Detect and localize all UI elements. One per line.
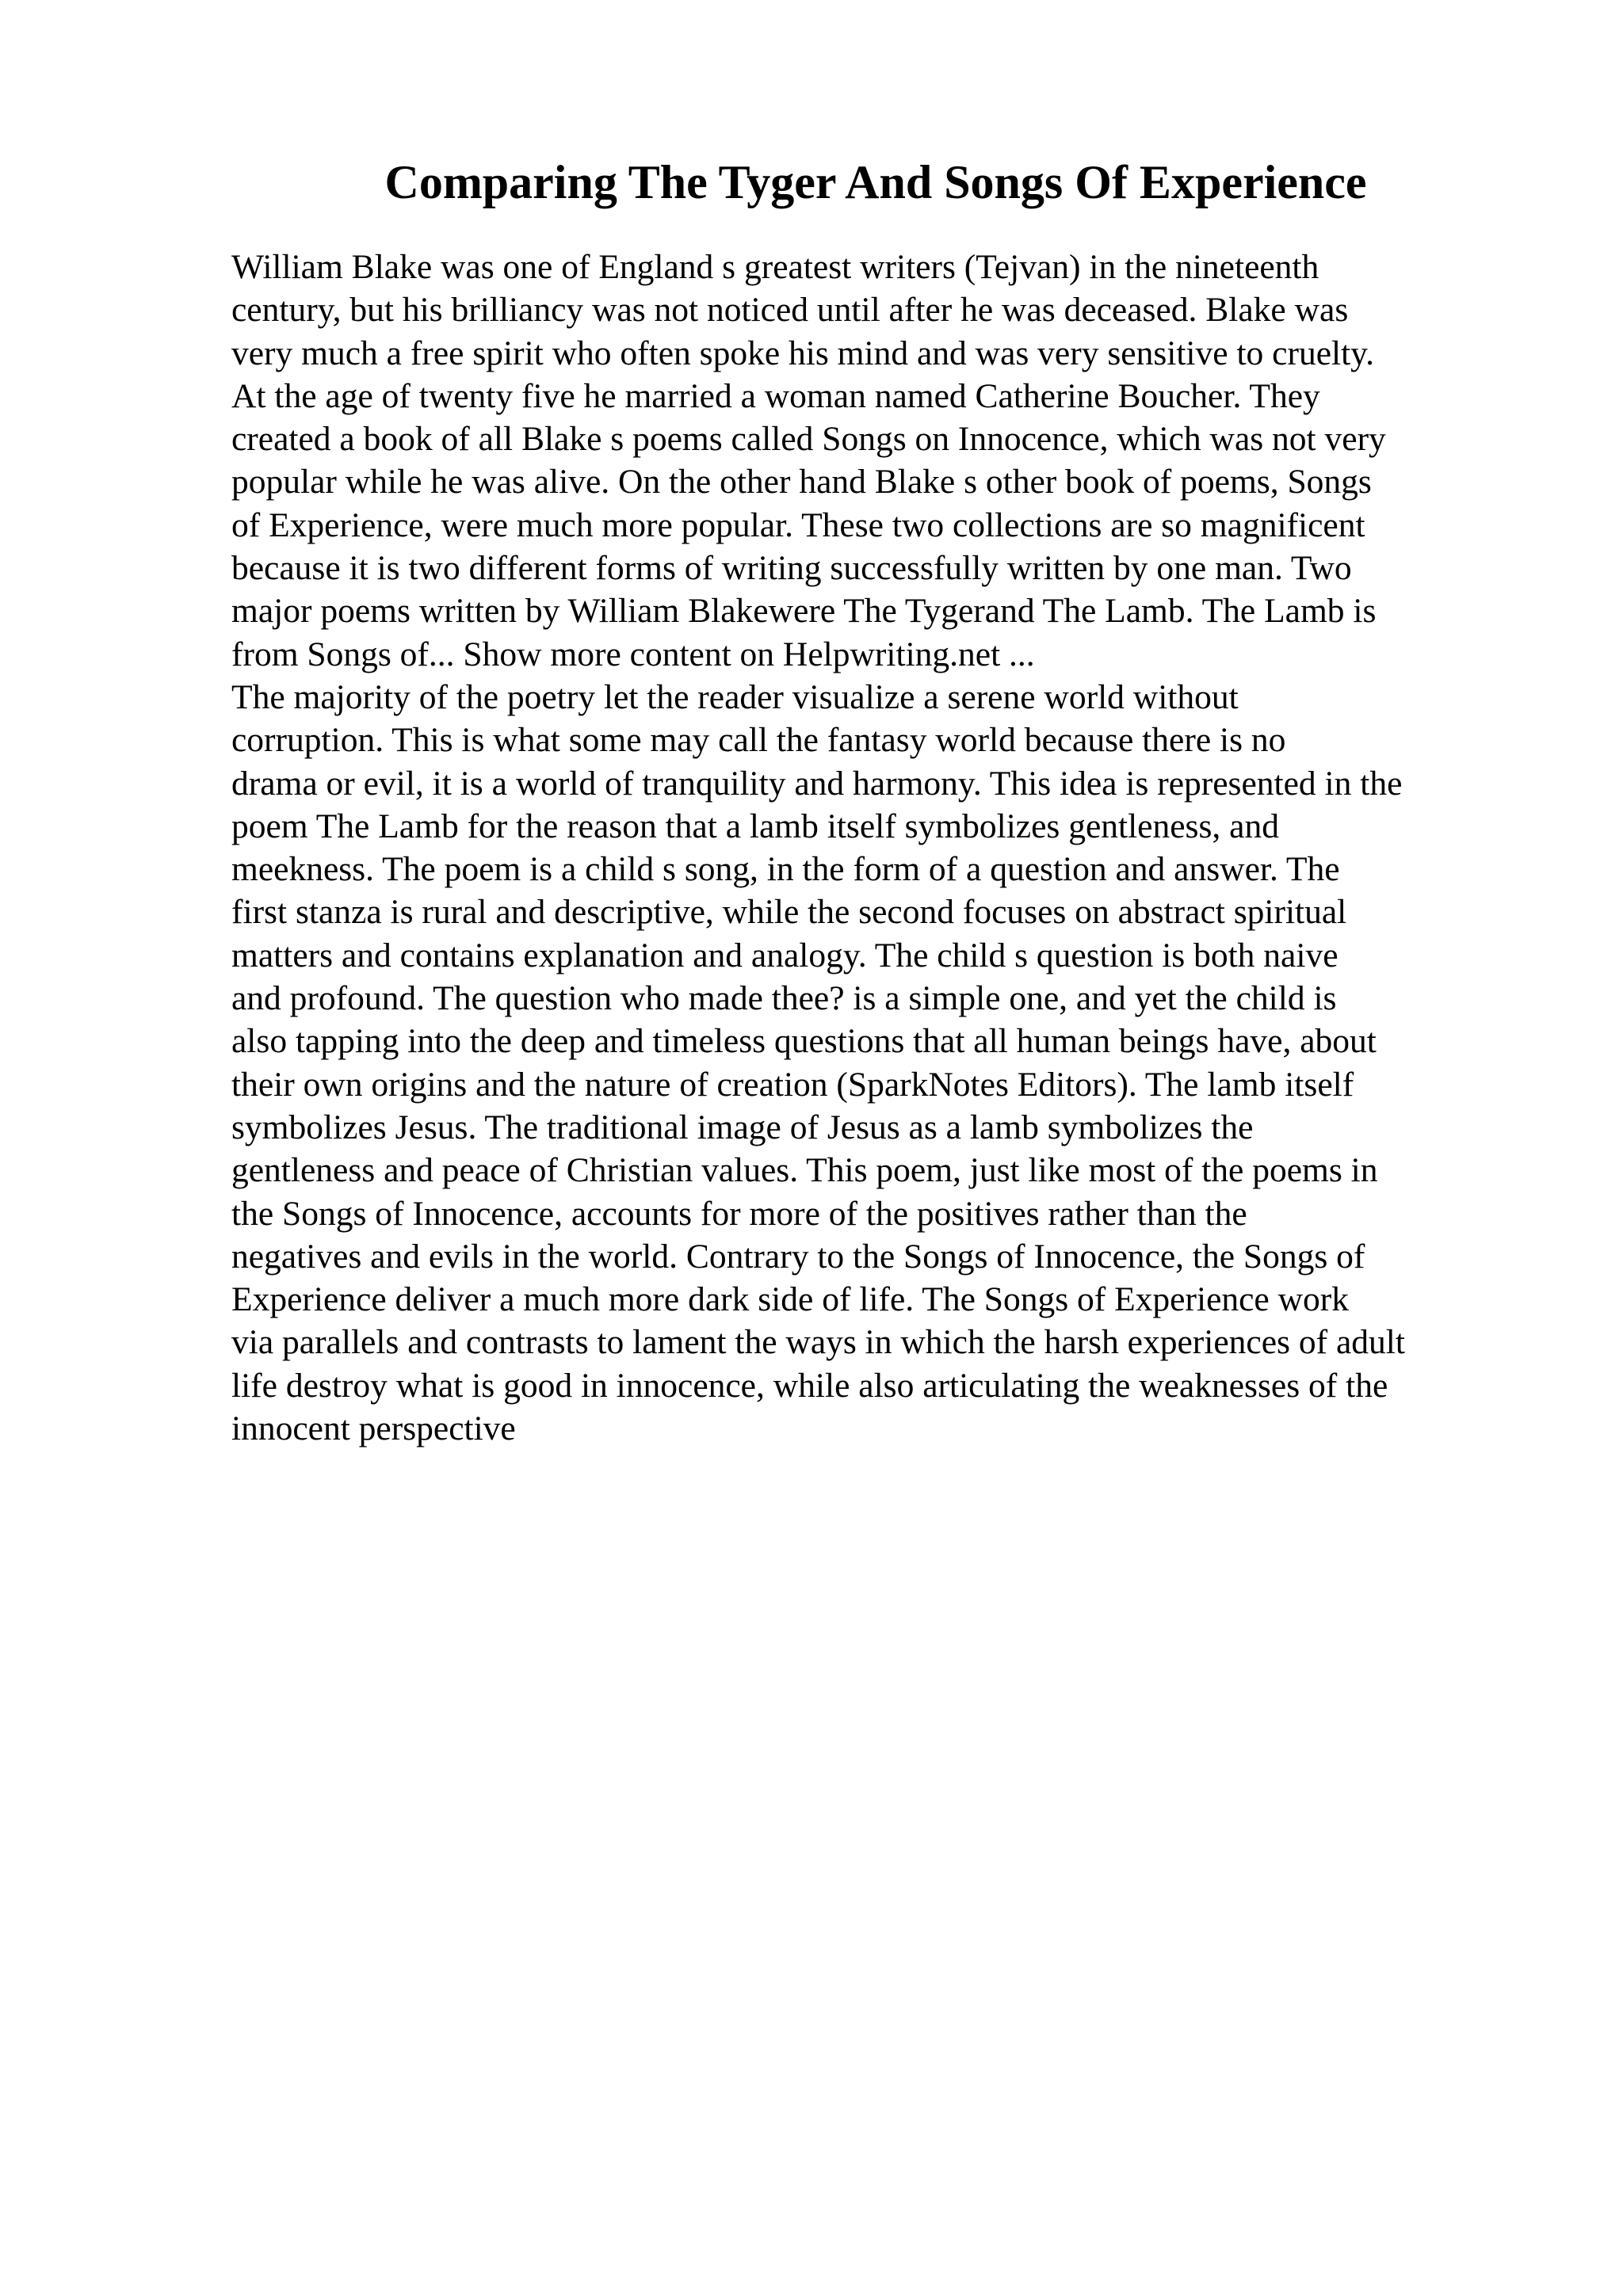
- text-line: century, but his brilliancy was not noticed until after he was deceased. Blake was: [231, 291, 1349, 330]
- text-line: first stanza is rural and descriptive, while the second focuses on abstract spiritual: [231, 893, 1347, 932]
- text-line: major poems written by William Blakewere The Tygerand The Lamb. The Lamb is: [231, 592, 1377, 631]
- text-line: their own origins and the nature of creation (SparkNotes Editors). The lamb itself: [231, 1065, 1354, 1104]
- document-title: Comparing The Tyger And Songs Of Experience: [384, 156, 1367, 208]
- text-line: At the age of twenty five he married a woman named Catherine Boucher. They: [231, 376, 1320, 415]
- text-line: drama or evil, it is a world of tranquility and harmony. This idea is represented in the: [231, 764, 1403, 803]
- text-line: matters and contains explanation and analogy. The child s question is both naive: [231, 936, 1338, 974]
- text-line: from Songs of... Show more content on Helpwriting.net ...: [231, 635, 1035, 673]
- text-line: negatives and evils in the world. Contrary to the Songs of Innocence, the Songs of: [231, 1237, 1365, 1276]
- text-line: gentleness and peace of Christian values. This poem, just like most of the poems in: [231, 1151, 1378, 1190]
- text-line: symbolizes Jesus. The traditional image of Jesus as a lamb symbolizes the: [231, 1108, 1254, 1146]
- text-line: poem The Lamb for the reason that a lamb itself symbolizes gentleness, and: [231, 807, 1279, 845]
- text-line: and profound. The question who made thee? is a simple one, and yet the child is: [231, 979, 1337, 1018]
- text-line: the Songs of Innocence, accounts for more of the positives rather than the: [231, 1194, 1247, 1233]
- text-line: The majority of the poetry let the reader visualize a serene world without: [231, 677, 1239, 716]
- text-line: Experience deliver a much more dark side of life. The Songs of Experience work: [231, 1280, 1350, 1319]
- paragraph-2: [231, 676, 1594, 1450]
- text-line: life destroy what is good in innocence, while also articulating the weaknesses of the: [231, 1366, 1388, 1405]
- text-line: innocent perspective: [231, 1409, 516, 1448]
- text-line: created a book of all Blake s poems called Songs on Innocence, which was not very: [231, 420, 1386, 459]
- text-line: via parallels and contrasts to lament the ways in which the harsh experiences of adult: [231, 1323, 1405, 1362]
- text-line: of Experience, were much more popular. These two collections are so magnificent: [231, 505, 1365, 544]
- text-line: meekness. The poem is a child s song, in the form of a question and answer. The: [231, 850, 1340, 889]
- document-body: [231, 246, 1594, 1450]
- paragraph-1: [231, 246, 1594, 676]
- text-line: very much a free spirit who often spoke his mind and was very sensitive to cruelty.: [231, 334, 1374, 372]
- text-line: also tapping into the deep and timeless questions that all human beings have, about: [231, 1022, 1377, 1061]
- text-line: because it is two different forms of writing successfully written by one man. Two: [231, 549, 1352, 588]
- text-line: corruption. This is what some may call the fantasy world because there is no: [231, 721, 1286, 760]
- text-line: popular while he was alive. On the other hand Blake s other book of poems, Songs: [231, 463, 1372, 502]
- text-line: William Blake was one of England s greatest writers (Tejvan) in the nineteenth: [231, 248, 1319, 286]
